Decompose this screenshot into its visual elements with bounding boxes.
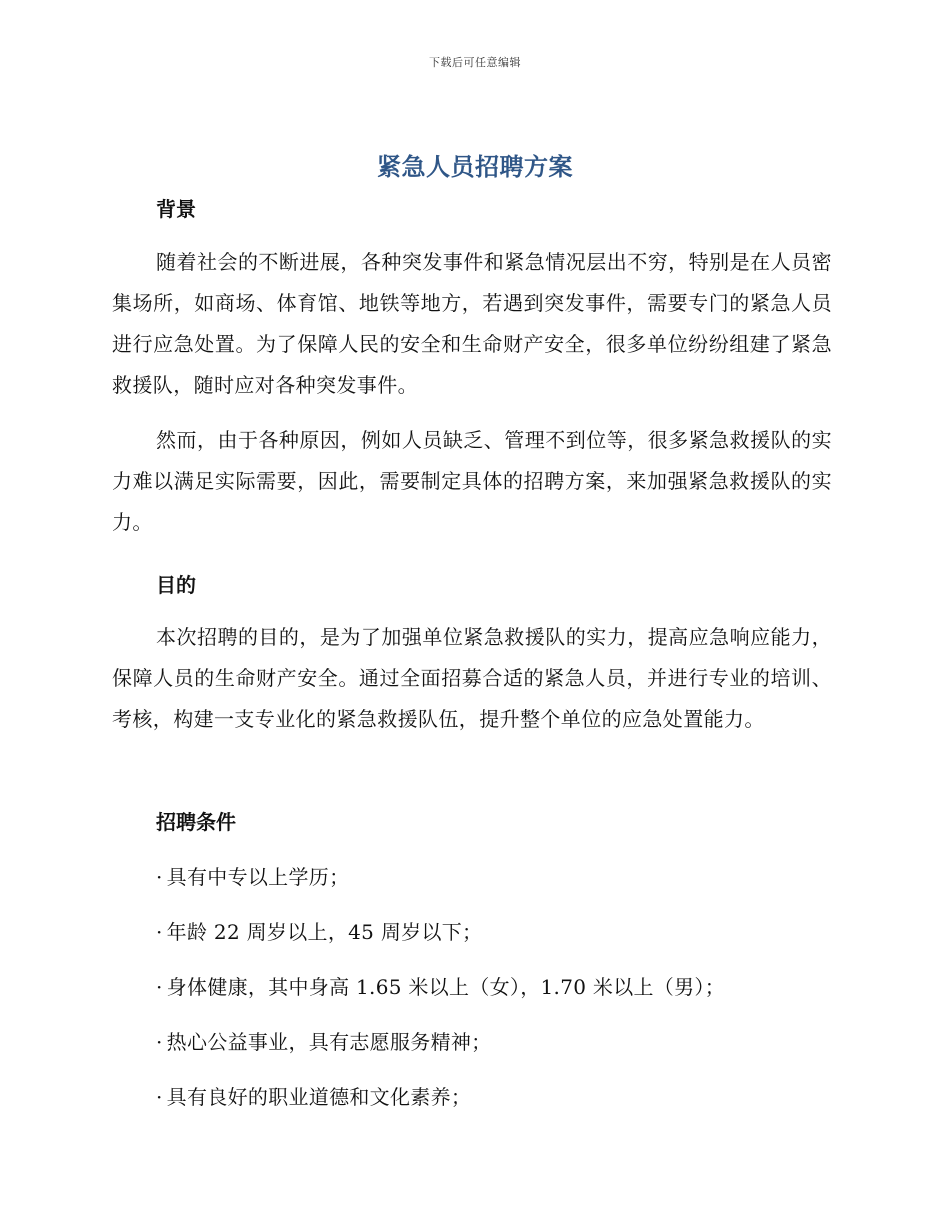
section-heading-purpose: 目的 — [156, 573, 196, 597]
bullet-dot-icon: · — [156, 920, 163, 944]
background-paragraph-2: 然而，由于各种原因，例如人员缺乏、管理不到位等，很多紧急救援队的实力难以满足实际需要，因此，需要制定具体的招聘方案，来加强紧急救援队的实力。 — [112, 428, 832, 534]
page-header-note: 下载后可任意编辑 — [429, 56, 521, 69]
list-item — [156, 1026, 491, 1055]
background-paragraph-1: 随着社会的不断进展，各种突发事件和紧急情况层出不穷，特别是在人员密集场所，如商场、体育馆、地铁等地方，若遇到突发事件，需要专门的紧急人员进行应急处置。为了保障人民的安全和生命财产安全，很多单位纷纷组建了紧急救援队，随时应对各种突发事件。 — [112, 250, 832, 397]
list-item-text: 具有中专以上学历； — [166, 865, 350, 889]
bullet-dot-icon: · — [156, 975, 163, 999]
section-heading-background: 背景 — [156, 197, 196, 221]
list-item — [156, 971, 725, 1000]
bullet-dot-icon: · — [156, 1085, 163, 1109]
document-title: 紧急人员招聘方案 — [377, 153, 573, 181]
list-item — [156, 861, 349, 890]
list-item-text: 年龄 22 周岁以上，45 周岁以下； — [166, 920, 483, 944]
section-heading-conditions: 招聘条件 — [156, 810, 236, 834]
bullet-dot-icon: · — [156, 1030, 163, 1054]
list-item — [156, 1081, 471, 1110]
purpose-paragraph: 本次招聘的目的，是为了加强单位紧急救援队的实力，提高应急响应能力，保障人员的生命财产安全。通过全面招募合适的紧急人员，并进行专业的培训、考核，构建一支专业化的紧急救援队伍，提升整个单位的应急处置能力。 — [112, 625, 832, 731]
list-item-text: 身体健康，其中身高 1.65 米以上（女），1.70 米以上（男）； — [166, 975, 726, 999]
list-item-text: 具有良好的职业道德和文化素养； — [166, 1085, 472, 1109]
bullet-dot-icon: · — [156, 865, 163, 889]
list-item-text: 热心公益事业，具有志愿服务精神； — [166, 1030, 492, 1054]
list-item — [156, 916, 482, 945]
